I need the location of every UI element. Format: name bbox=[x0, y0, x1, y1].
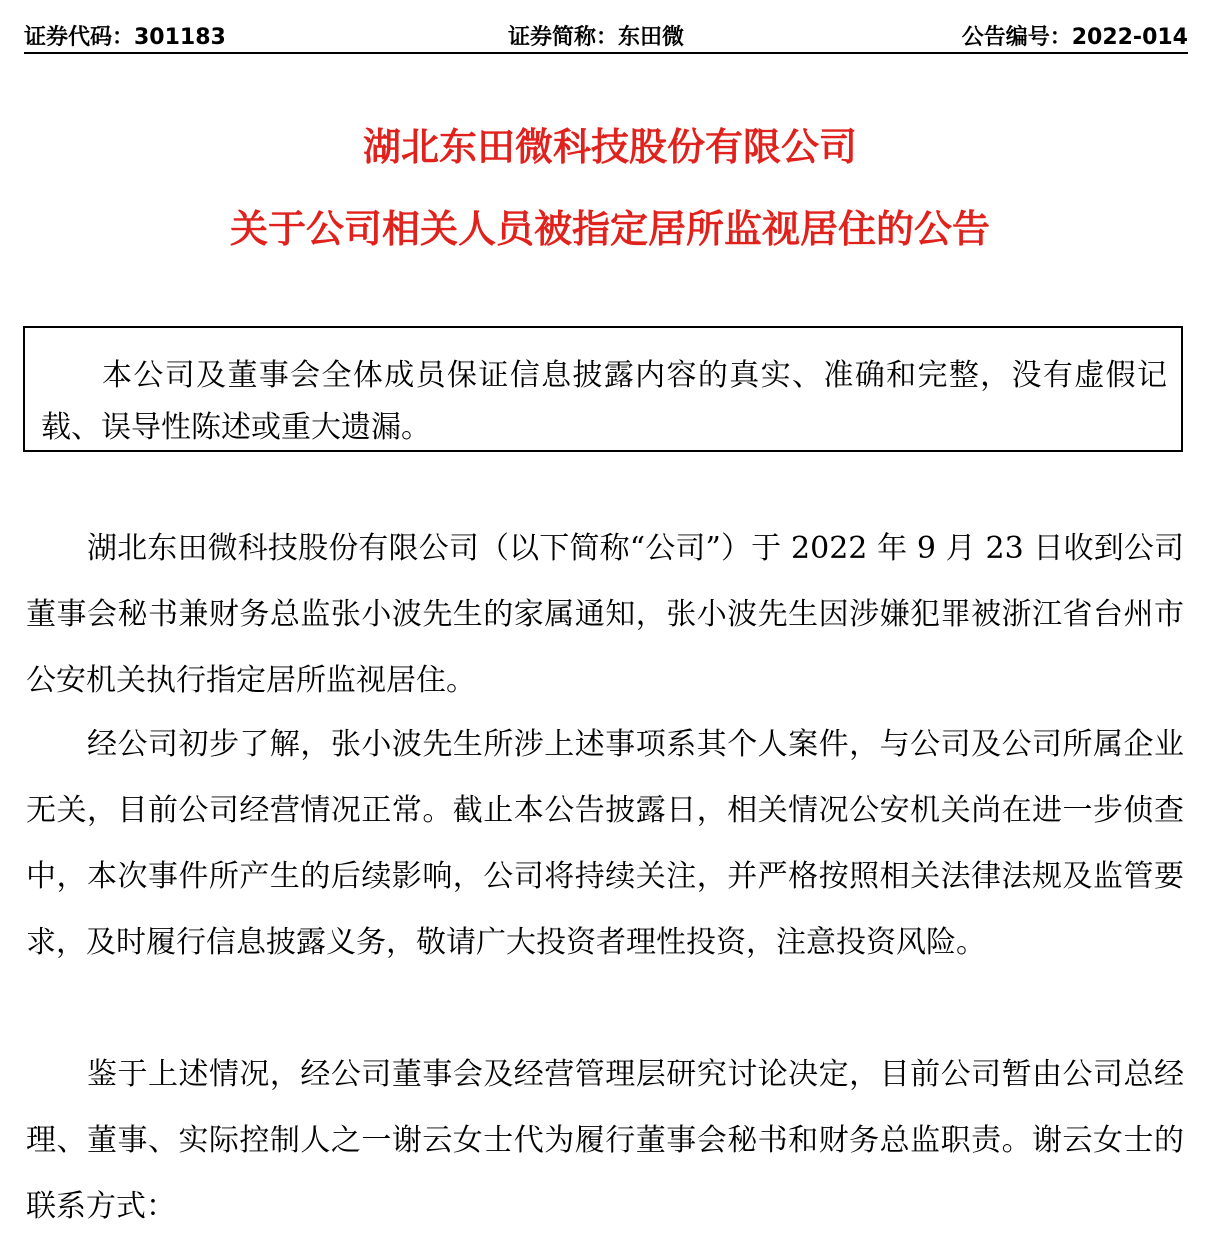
company-title: 湖北东田微科技股份有限公司 bbox=[362, 125, 857, 169]
paragraph-2: 经公司初步了解，张小波先生所涉上述事项系其个人案件，与公司及公司所属企业无关，目前公司经营情况正常。截止本公告披露日，相关情况公安机关尚在进一步侦查中，本次事件所产生的后续影响，公司将持续关注，并严格按照相关法律法规及监管要求，及时履行信息披露义务，敬请广大投资者理性投资，注意投资风险。 bbox=[26, 727, 1184, 960]
announcement-title: 关于公司相关人员被指定居所监视居住的公告 bbox=[229, 207, 990, 251]
document-header bbox=[24, 18, 1188, 54]
stock-code: 证券代码：301183 bbox=[24, 25, 226, 50]
disclaimer-box: 本公司及董事会全体成员保证信息披露内容的真实、准确和完整，没有虚假记载、误导性陈述或重大遗漏。 bbox=[23, 326, 1183, 452]
paragraph-1: 湖北东田微科技股份有限公司（以下简称“公司”）于 2022 年 9 月 23 日收到公司董事会秘书兼财务总监张小波先生的家属通知，张小波先生因涉嫌犯罪被浙江省台州市公安机关执行指定居所监视居住。 bbox=[26, 531, 1184, 698]
stock-short-name: 证券简称：东田微 bbox=[508, 25, 685, 50]
announcement-number: 公告编号：2022-014 bbox=[961, 25, 1188, 50]
paragraph-3: 鉴于上述情况，经公司董事会及经营管理层研究讨论决定，目前公司暂由公司总经理、董事、实际控制人之一谢云女士代为履行董事会秘书和财务总监职责。谢云女士的联系方式： bbox=[26, 1057, 1184, 1224]
